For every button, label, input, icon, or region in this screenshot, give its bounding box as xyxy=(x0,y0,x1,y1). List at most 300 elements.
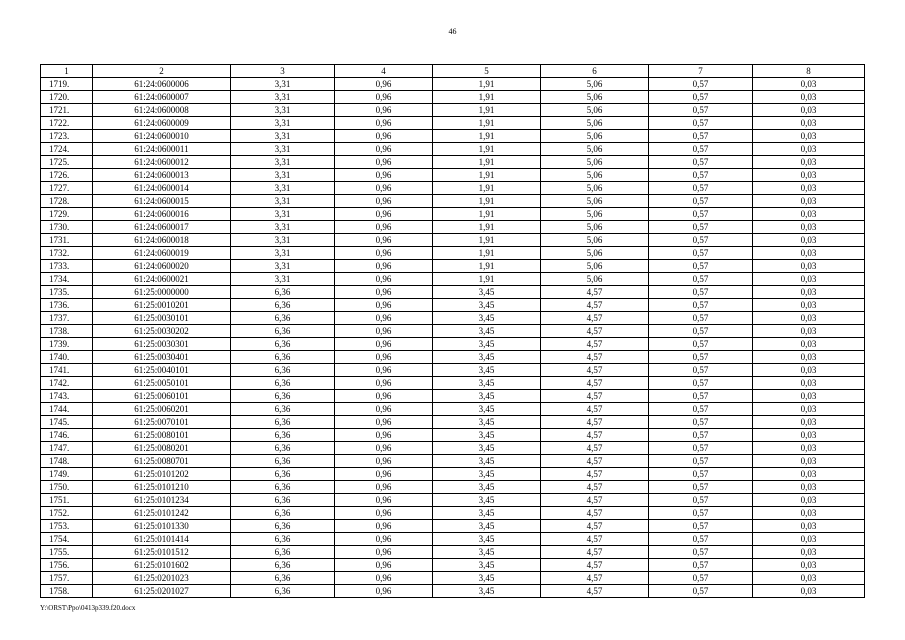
table-cell: 6,36 xyxy=(231,403,335,416)
table-cell: 6,36 xyxy=(231,351,335,364)
table-cell: 0,03 xyxy=(753,416,865,429)
table-cell: 3,31 xyxy=(231,195,335,208)
table-cell: 0,96 xyxy=(335,533,433,546)
table-cell: 1733. xyxy=(41,260,93,273)
table-cell: 0,03 xyxy=(753,325,865,338)
table-cell: 0,57 xyxy=(649,221,753,234)
table-cell: 0,57 xyxy=(649,156,753,169)
column-header: 6 xyxy=(541,65,649,78)
table-cell: 61:25:0101512 xyxy=(93,546,231,559)
table-cell: 0,96 xyxy=(335,143,433,156)
table-cell: 5,06 xyxy=(541,169,649,182)
table-cell: 1752. xyxy=(41,507,93,520)
table-cell: 0,03 xyxy=(753,195,865,208)
table-cell: 6,36 xyxy=(231,429,335,442)
table-cell: 3,31 xyxy=(231,91,335,104)
table-cell: 3,45 xyxy=(433,442,541,455)
table-cell: 61:24:0600013 xyxy=(93,169,231,182)
table-cell: 0,96 xyxy=(335,338,433,351)
table-cell: 1746. xyxy=(41,429,93,442)
table-cell: 6,36 xyxy=(231,364,335,377)
table-row xyxy=(41,429,865,442)
table-row xyxy=(41,351,865,364)
column-header: 2 xyxy=(93,65,231,78)
table-cell: 1,91 xyxy=(433,221,541,234)
table-cell: 0,03 xyxy=(753,156,865,169)
table-row xyxy=(41,91,865,104)
table-cell: 6,36 xyxy=(231,546,335,559)
table-cell: 1719. xyxy=(41,78,93,91)
table-cell: 0,96 xyxy=(335,377,433,390)
table-cell: 1,91 xyxy=(433,234,541,247)
table-cell: 0,03 xyxy=(753,507,865,520)
table-cell: 61:25:0060101 xyxy=(93,390,231,403)
table-cell: 3,45 xyxy=(433,455,541,468)
table-cell: 0,96 xyxy=(335,390,433,403)
table-cell: 3,31 xyxy=(231,208,335,221)
table-cell: 61:25:0030401 xyxy=(93,351,231,364)
table-cell: 61:25:0060201 xyxy=(93,403,231,416)
column-header: 8 xyxy=(753,65,865,78)
table-cell: 0,57 xyxy=(649,377,753,390)
table-cell: 61:25:0101602 xyxy=(93,559,231,572)
table-cell: 0,96 xyxy=(335,117,433,130)
table-cell: 6,36 xyxy=(231,507,335,520)
table-cell: 3,45 xyxy=(433,351,541,364)
table-cell: 0,96 xyxy=(335,585,433,598)
table-row xyxy=(41,221,865,234)
table-cell: 6,36 xyxy=(231,338,335,351)
table-cell: 0,57 xyxy=(649,494,753,507)
table-cell: 0,57 xyxy=(649,390,753,403)
table-cell: 6,36 xyxy=(231,520,335,533)
table-cell: 1,91 xyxy=(433,104,541,117)
table-row xyxy=(41,130,865,143)
table-cell: 1755. xyxy=(41,546,93,559)
table-cell: 1742. xyxy=(41,377,93,390)
table-cell: 1726. xyxy=(41,169,93,182)
table-cell: 5,06 xyxy=(541,104,649,117)
table-cell: 1723. xyxy=(41,130,93,143)
table-cell: 0,03 xyxy=(753,338,865,351)
table-cell: 1,91 xyxy=(433,143,541,156)
table-cell: 1744. xyxy=(41,403,93,416)
table-row xyxy=(41,546,865,559)
table-row xyxy=(41,299,865,312)
table-cell: 0,96 xyxy=(335,325,433,338)
table-cell: 0,96 xyxy=(335,156,433,169)
table-cell: 61:25:0101414 xyxy=(93,533,231,546)
table-cell: 0,57 xyxy=(649,416,753,429)
table-row xyxy=(41,364,865,377)
table-cell: 0,57 xyxy=(649,533,753,546)
table-cell: 0,03 xyxy=(753,143,865,156)
table-cell: 61:25:0000000 xyxy=(93,286,231,299)
column-header: 7 xyxy=(649,65,753,78)
table-row xyxy=(41,507,865,520)
table-cell: 3,45 xyxy=(433,390,541,403)
table-cell: 3,45 xyxy=(433,286,541,299)
table-cell: 1757. xyxy=(41,572,93,585)
table-cell: 1,91 xyxy=(433,260,541,273)
table-cell: 1735. xyxy=(41,286,93,299)
table-cell: 61:24:0600017 xyxy=(93,221,231,234)
table-cell: 1747. xyxy=(41,442,93,455)
table-cell: 61:25:0030101 xyxy=(93,312,231,325)
table-cell: 4,57 xyxy=(541,559,649,572)
table-cell: 5,06 xyxy=(541,130,649,143)
table-cell: 0,57 xyxy=(649,338,753,351)
table-cell: 0,03 xyxy=(753,429,865,442)
table-cell: 3,31 xyxy=(231,221,335,234)
table-row xyxy=(41,208,865,221)
table-cell: 61:25:0101242 xyxy=(93,507,231,520)
table-cell: 5,06 xyxy=(541,143,649,156)
table-cell: 1721. xyxy=(41,104,93,117)
table-cell: 0,03 xyxy=(753,78,865,91)
table-cell: 5,06 xyxy=(541,182,649,195)
table-cell: 5,06 xyxy=(541,195,649,208)
table-cell: 0,96 xyxy=(335,299,433,312)
table-cell: 61:25:0201027 xyxy=(93,585,231,598)
table-cell: 0,57 xyxy=(649,104,753,117)
table-cell: 3,45 xyxy=(433,403,541,416)
table-cell: 6,36 xyxy=(231,416,335,429)
table-cell: 0,03 xyxy=(753,234,865,247)
table-cell: 6,36 xyxy=(231,494,335,507)
table-cell: 1,91 xyxy=(433,208,541,221)
table-cell: 61:24:0600016 xyxy=(93,208,231,221)
table-cell: 0,96 xyxy=(335,403,433,416)
table-cell: 1743. xyxy=(41,390,93,403)
table-cell: 0,57 xyxy=(649,429,753,442)
table-cell: 61:25:0030301 xyxy=(93,338,231,351)
table-cell: 61:25:0201023 xyxy=(93,572,231,585)
table-cell: 61:25:0030202 xyxy=(93,325,231,338)
table-cell: 4,57 xyxy=(541,494,649,507)
table-cell: 0,57 xyxy=(649,364,753,377)
table-row xyxy=(41,169,865,182)
table-cell: 0,96 xyxy=(335,572,433,585)
table-cell: 5,06 xyxy=(541,156,649,169)
column-header: 4 xyxy=(335,65,433,78)
table-row xyxy=(41,442,865,455)
table-cell: 3,45 xyxy=(433,494,541,507)
table-cell: 0,03 xyxy=(753,546,865,559)
page-number: 46 xyxy=(448,27,457,36)
table-cell: 6,36 xyxy=(231,572,335,585)
table-cell: 0,03 xyxy=(753,260,865,273)
table-cell: 0,03 xyxy=(753,520,865,533)
table-cell: 0,57 xyxy=(649,442,753,455)
table-cell: 3,45 xyxy=(433,533,541,546)
table-cell: 0,57 xyxy=(649,208,753,221)
table-row xyxy=(41,234,865,247)
table-cell: 3,45 xyxy=(433,507,541,520)
table-cell: 0,03 xyxy=(753,364,865,377)
table-cell: 0,96 xyxy=(335,286,433,299)
table-cell: 0,96 xyxy=(335,91,433,104)
table-cell: 61:24:0600010 xyxy=(93,130,231,143)
table-cell: 0,03 xyxy=(753,481,865,494)
table-cell: 0,96 xyxy=(335,455,433,468)
table-cell: 3,45 xyxy=(433,520,541,533)
table-cell: 0,03 xyxy=(753,208,865,221)
table-cell: 0,03 xyxy=(753,455,865,468)
table-cell: 0,57 xyxy=(649,273,753,286)
table-cell: 3,45 xyxy=(433,585,541,598)
table-cell: 3,31 xyxy=(231,104,335,117)
table-cell: 0,96 xyxy=(335,182,433,195)
table-cell: 5,06 xyxy=(541,273,649,286)
table-row xyxy=(41,260,865,273)
table-cell: 61:24:0600008 xyxy=(93,104,231,117)
table-cell: 3,45 xyxy=(433,312,541,325)
table-cell: 1731. xyxy=(41,234,93,247)
table-cell: 0,57 xyxy=(649,468,753,481)
table-cell: 5,06 xyxy=(541,260,649,273)
table-cell: 1,91 xyxy=(433,91,541,104)
table-cell: 1739. xyxy=(41,338,93,351)
table-cell: 0,96 xyxy=(335,195,433,208)
table-row xyxy=(41,286,865,299)
table-cell: 3,45 xyxy=(433,338,541,351)
table-header-row xyxy=(41,65,865,78)
table-cell: 3,31 xyxy=(231,117,335,130)
table-body xyxy=(41,78,865,598)
table-cell: 61:25:0070101 xyxy=(93,416,231,429)
table-cell: 0,57 xyxy=(649,182,753,195)
table-cell: 0,96 xyxy=(335,468,433,481)
table-cell: 1,91 xyxy=(433,273,541,286)
table-cell: 4,57 xyxy=(541,364,649,377)
table-cell: 3,45 xyxy=(433,429,541,442)
table-cell: 1751. xyxy=(41,494,93,507)
table-cell: 1745. xyxy=(41,416,93,429)
table-cell: 1758. xyxy=(41,585,93,598)
table-cell: 1753. xyxy=(41,520,93,533)
table-cell: 61:24:0600019 xyxy=(93,247,231,260)
table-cell: 6,36 xyxy=(231,585,335,598)
table-cell: 1,91 xyxy=(433,182,541,195)
table-cell: 0,57 xyxy=(649,403,753,416)
table-cell: 61:25:0101234 xyxy=(93,494,231,507)
table-cell: 0,03 xyxy=(753,273,865,286)
table-row xyxy=(41,377,865,390)
table-row xyxy=(41,338,865,351)
table-cell: 5,06 xyxy=(541,117,649,130)
table-cell: 0,57 xyxy=(649,169,753,182)
table-cell: 0,03 xyxy=(753,182,865,195)
table-cell: 1754. xyxy=(41,533,93,546)
table-row xyxy=(41,117,865,130)
table-cell: 0,96 xyxy=(335,546,433,559)
table-cell: 3,31 xyxy=(231,143,335,156)
table-cell: 0,03 xyxy=(753,104,865,117)
table-cell: 6,36 xyxy=(231,299,335,312)
table-cell: 0,03 xyxy=(753,312,865,325)
table-cell: 0,96 xyxy=(335,481,433,494)
table-cell: 0,03 xyxy=(753,117,865,130)
table-row xyxy=(41,403,865,416)
table-cell: 0,57 xyxy=(649,546,753,559)
table-cell: 4,57 xyxy=(541,442,649,455)
table-cell: 3,31 xyxy=(231,130,335,143)
table-cell: 3,31 xyxy=(231,169,335,182)
table-cell: 61:25:0101210 xyxy=(93,481,231,494)
table-cell: 6,36 xyxy=(231,481,335,494)
table-cell: 4,57 xyxy=(541,507,649,520)
table-cell: 0,96 xyxy=(335,312,433,325)
table-cell: 4,57 xyxy=(541,416,649,429)
table-cell: 3,31 xyxy=(231,260,335,273)
table-cell: 0,57 xyxy=(649,481,753,494)
table-cell: 0,96 xyxy=(335,273,433,286)
table-cell: 0,96 xyxy=(335,429,433,442)
table-row xyxy=(41,78,865,91)
table-cell: 4,57 xyxy=(541,299,649,312)
table-cell: 1722. xyxy=(41,117,93,130)
table-cell: 1749. xyxy=(41,468,93,481)
table-cell: 1750. xyxy=(41,481,93,494)
table-row xyxy=(41,585,865,598)
table-cell: 6,36 xyxy=(231,377,335,390)
table-cell: 1720. xyxy=(41,91,93,104)
table-row xyxy=(41,143,865,156)
table-cell: 3,45 xyxy=(433,416,541,429)
table-cell: 6,36 xyxy=(231,533,335,546)
table-cell: 3,31 xyxy=(231,156,335,169)
table-row xyxy=(41,247,865,260)
table-cell: 0,96 xyxy=(335,247,433,260)
table-cell: 5,06 xyxy=(541,221,649,234)
table-row xyxy=(41,455,865,468)
table-cell: 4,57 xyxy=(541,351,649,364)
table-row xyxy=(41,559,865,572)
table-row xyxy=(41,390,865,403)
table-cell: 1734. xyxy=(41,273,93,286)
table-cell: 0,96 xyxy=(335,416,433,429)
table-cell: 61:25:0101202 xyxy=(93,468,231,481)
table-cell: 61:25:0101330 xyxy=(93,520,231,533)
table-cell: 4,57 xyxy=(541,390,649,403)
table-cell: 61:24:0600009 xyxy=(93,117,231,130)
table-cell: 3,45 xyxy=(433,364,541,377)
table-cell: 0,96 xyxy=(335,351,433,364)
table-cell: 3,31 xyxy=(231,247,335,260)
table-cell: 0,57 xyxy=(649,117,753,130)
table-cell: 61:25:0080101 xyxy=(93,429,231,442)
table-cell: 6,36 xyxy=(231,442,335,455)
table-cell: 0,57 xyxy=(649,91,753,104)
table-cell: 1728. xyxy=(41,195,93,208)
table-cell: 5,06 xyxy=(541,91,649,104)
table-cell: 4,57 xyxy=(541,338,649,351)
table-cell: 0,03 xyxy=(753,559,865,572)
table-cell: 0,03 xyxy=(753,286,865,299)
table-cell: 0,57 xyxy=(649,195,753,208)
table-cell: 1738. xyxy=(41,325,93,338)
table-cell: 4,57 xyxy=(541,312,649,325)
table-cell: 0,57 xyxy=(649,585,753,598)
table-row xyxy=(41,572,865,585)
column-header: 5 xyxy=(433,65,541,78)
table-cell: 61:25:0080701 xyxy=(93,455,231,468)
table-cell: 0,57 xyxy=(649,143,753,156)
table-cell: 0,57 xyxy=(649,325,753,338)
table-cell: 0,96 xyxy=(335,221,433,234)
table-cell: 0,03 xyxy=(753,169,865,182)
table-cell: 0,03 xyxy=(753,403,865,416)
table-cell: 0,96 xyxy=(335,260,433,273)
table-cell: 0,57 xyxy=(649,247,753,260)
table-cell: 4,57 xyxy=(541,533,649,546)
table-cell: 0,03 xyxy=(753,533,865,546)
table-cell: 3,45 xyxy=(433,325,541,338)
table-cell: 0,96 xyxy=(335,78,433,91)
table-cell: 4,57 xyxy=(541,455,649,468)
table-cell: 0,57 xyxy=(649,455,753,468)
table-cell: 4,57 xyxy=(541,325,649,338)
table-cell: 3,31 xyxy=(231,273,335,286)
table-cell: 6,36 xyxy=(231,390,335,403)
table-cell: 4,57 xyxy=(541,520,649,533)
table-cell: 0,96 xyxy=(335,169,433,182)
table-row xyxy=(41,195,865,208)
table-cell: 3,45 xyxy=(433,299,541,312)
table-cell: 0,57 xyxy=(649,559,753,572)
table-cell: 0,57 xyxy=(649,234,753,247)
table-cell: 0,03 xyxy=(753,572,865,585)
table-cell: 0,03 xyxy=(753,130,865,143)
table-row xyxy=(41,481,865,494)
table-cell: 6,36 xyxy=(231,559,335,572)
table-cell: 61:24:0600014 xyxy=(93,182,231,195)
table-cell: 1,91 xyxy=(433,156,541,169)
table-cell: 4,57 xyxy=(541,403,649,416)
table-cell: 0,57 xyxy=(649,520,753,533)
table-cell: 6,36 xyxy=(231,312,335,325)
table-cell: 6,36 xyxy=(231,286,335,299)
table-cell: 4,57 xyxy=(541,572,649,585)
table-cell: 1,91 xyxy=(433,130,541,143)
table-cell: 4,57 xyxy=(541,546,649,559)
table-cell: 4,57 xyxy=(541,468,649,481)
table-row xyxy=(41,533,865,546)
table-cell: 0,96 xyxy=(335,104,433,117)
table-cell: 0,03 xyxy=(753,442,865,455)
table-cell: 5,06 xyxy=(541,247,649,260)
table-cell: 1,91 xyxy=(433,78,541,91)
table-cell: 1725. xyxy=(41,156,93,169)
table-cell: 0,57 xyxy=(649,286,753,299)
table-cell: 0,03 xyxy=(753,494,865,507)
table-cell: 61:25:0050101 xyxy=(93,377,231,390)
table-cell: 6,36 xyxy=(231,325,335,338)
footer-file-path: Y:\ORST\Ppo\0413p339.f20.docx xyxy=(40,604,136,612)
table-cell: 6,36 xyxy=(231,468,335,481)
table-cell: 61:24:0600011 xyxy=(93,143,231,156)
table-cell: 0,57 xyxy=(649,130,753,143)
table-cell: 1,91 xyxy=(433,169,541,182)
table-row xyxy=(41,416,865,429)
table-cell: 0,57 xyxy=(649,312,753,325)
table-cell: 61:24:0600012 xyxy=(93,156,231,169)
table-cell: 3,45 xyxy=(433,559,541,572)
table-row xyxy=(41,182,865,195)
table-row xyxy=(41,325,865,338)
table-cell: 0,03 xyxy=(753,91,865,104)
